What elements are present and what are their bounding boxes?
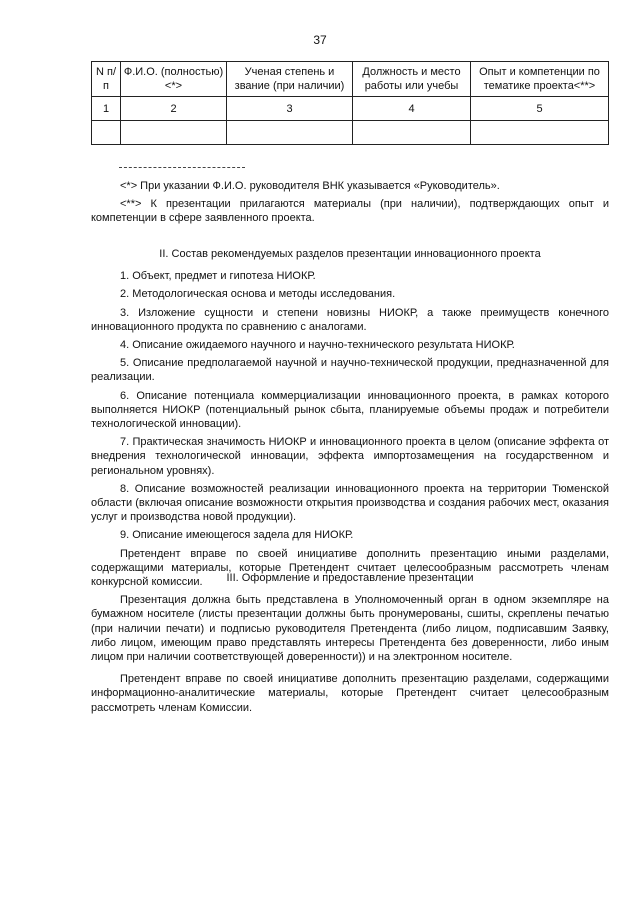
table-row (92, 97, 609, 121)
header-academic-degree: Ученая степень и звание (при наличии) (227, 62, 353, 97)
column-number-cell: 5 (471, 97, 609, 121)
list-item: 6. Описание потенциала коммерциализации инновационного проекта, в рамках которого выполняется НИОКР (потенциальный рынок сбыта, планируемые объемы продаж и потребители технологической инновации). (91, 389, 609, 431)
list-item: 4. Описание ожидаемого научного и научно-технического результата НИОКР. (120, 339, 515, 352)
section-heading: II. Состав рекомендуемых разделов презентации инновационного проекта (159, 248, 541, 260)
table-row (92, 121, 609, 145)
footnote: <**> К презентации прилагаются материалы (при наличии), подтверждающих опыт и компетенции в сфере заявленного проекта. (91, 198, 609, 225)
section-2 (91, 247, 609, 589)
list-item: 1. Объект, предмет и гипотеза НИОКР. (120, 270, 316, 283)
paragraph: Презентация должна быть представлена в Уполномоченный орган в одном экземпляре на бумажном носителе (листы презентации должны быть пронумерованы, сшиты, скреплены печатью (при наличии печати) и подписью руководителя Претендента (либо лицом, подписавшим Заявку, либо лицом, имеющим право представлять интересы Претендента без доверенности, либо иным лицом при наличии соответствующей доверенности)) и на электронном носителе. (91, 594, 609, 664)
header-full-name: Ф.И.О. (полностью) <*> (121, 62, 227, 97)
list-item: 5. Описание предполагаемой научной и научно-технической продукции, предназначенной для реализации. (91, 357, 609, 384)
list-item: 9. Описание имеющегося задела для НИОКР. (120, 529, 354, 542)
list-item: 7. Практическая значимость НИОКР и инновационного проекта в целом (описание эффекта от внедрения технологической инновации, эффекта импортозамещения на государственном и региональном уровнях). (91, 436, 609, 477)
table-cell (471, 121, 609, 145)
column-number-cell: 1 (92, 97, 121, 121)
list-item: 3. Изложение сущности и степени новизны НИОКР, а также преимуществ конечного инновационного продукта по сравнению с аналогами. (91, 306, 609, 333)
section-3 (91, 571, 609, 715)
table-cell (92, 121, 121, 145)
table-cell (353, 121, 471, 145)
page-number: 37 (313, 33, 327, 47)
column-number-cell: 2 (121, 97, 227, 121)
project-team-table (91, 61, 609, 145)
table-header-row (92, 62, 609, 97)
paragraph: Претендент вправе по своей инициативе дополнить презентацию разделами, содержащими информационно-аналитические материалы, которые Претендент считает целесообразным рассмотреть членам Комиссии. (91, 673, 609, 714)
table-cell (227, 121, 353, 145)
header-experience: Опыт и компетенции по тематике проекта<**> (471, 62, 609, 97)
list-item: 2. Методологическая основа и методы исследования. (120, 288, 396, 301)
header-number: N п/п (92, 62, 121, 97)
section-closing-paragraph: Претендент вправе по своей инициативе дополнить презентацию иными разделами, содержащими материалы, которые Претендент считает целесообразным рассмотреть членам конкурсной комиссии. (91, 547, 609, 589)
section-heading: III. Оформление и предоставление презентации (226, 572, 474, 584)
column-number-cell: 3 (227, 97, 353, 121)
footnote-separator (119, 167, 245, 168)
table-cell (121, 121, 227, 145)
footnote: <*> При указании Ф.И.О. руководителя ВНК указывается «Руководитель». (120, 180, 500, 192)
header-position-workplace: Должность и место работы или учебы (353, 62, 471, 97)
footnotes (91, 179, 609, 226)
list-item: 8. Описание возможностей реализации инновационного проекта на территории Тюменской области (включая описание возможности открытия производства и создания рабочих мест, оказания услуг и производства новой продукции). (91, 482, 609, 524)
column-number-cell: 4 (353, 97, 471, 121)
